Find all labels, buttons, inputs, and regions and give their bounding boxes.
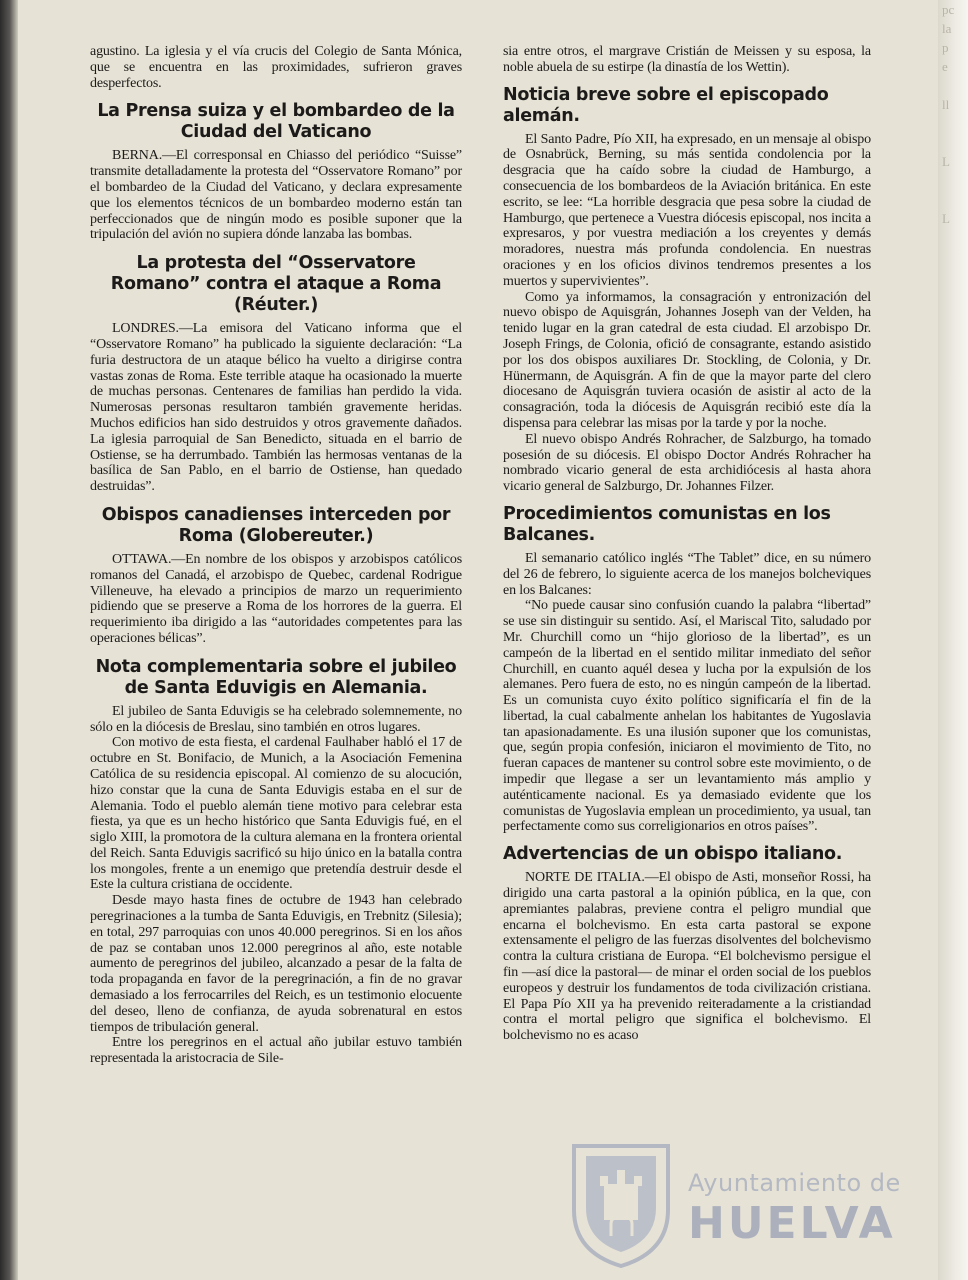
continued-text: sia entre otros, el margrave Cristián de Meissen y su esposa, la noble abuela de su estirpe (la dinastía de los Wettin). bbox=[503, 44, 871, 75]
article-paragraph: El nuevo obispo Andrés Rohracher, de Salzburgo, ha tomado posesión de su diócesis. El obispo Doctor Andrés Rohracher ha nombrado vicario general de esta archidiócesis al hasta ahora vicario general de Salzburgo, Dr. Johannes Filzer. bbox=[503, 431, 871, 495]
article-paragraph: “No puede causar sino confusión cuando la palabra “libertad” se use sin distinguir su sentido. Así, el Mariscal Tito, saludado por Mr. Churchill como un “hijo glorioso de la libertad”, es un campeón de la libertad en el sentido militar inmediato del señor Churchill, en cuanto aquél desea y lucha por la expulsión de los alemanes. Pero fuera de esto, no es ningún campeón de la libertad. Es un comunista cuyo éxito político significaría el fin de la libertad, la cual cabalmente anhelan los habitantes de Yugoslavia tan apasionadamente. Es una ilusión suponer que los comunistas, que, según propia confesión, iniciaron el movimiento de Tito, no fueran capaces de mantener su control sobre este movimiento, o de impedir que llegase a ser un levantamiento más amplio y auténticamente nacional. Es ya demasiado evidente que los comunistas de Yugoslavia emplean un procedimiento, ya usual, tan perfectamente como sus correligionarios en otros países”. bbox=[503, 598, 871, 835]
article-paragraph: Como ya informamos, la consagración y entronización del nuevo obispo de Aquisgrán, Johannes Joseph van der Velden, ha tenido lugar en la gran catedral de esta ciudad. El arzobispo Dr. Joseph Frings, de Colonia, ofició de consagrante, estando asistido por los dos obispos auxiliares Dr. Stockling, de Colonia, y Dr. Hünermann, de Aquisgrán. A fin de que la mayor parte del clero diocesano de Aquisgrán tuviera ocasión de asistir al acto de la consagración, toda la diócesis de Aquisgrán recibió este día la dispensa para celebrar las misas por la tarde y por la noche. bbox=[503, 289, 871, 431]
facing-page-edge: pc la p e ll L L bbox=[938, 0, 968, 1280]
article-paragraph: Con motivo de esta fiesta, el cardenal Faulhaber habló el 17 de octubre en St. Bonifacio, de Munich, a la Asociación Femenina Católica de su residencia episcopal. Al comienzo de su alocución, hizo constar que la cuna de Santa Eduvigis estaba en el sur de Alemania. Todo el pueblo alemán tiene motivo para celebrar esta fiesta, ya que es un hecho histórico que Santa Eduvigis fué, en el siglo XIII, la promotora de la cultura alemana en la frontera oriental del Reich. Santa Eduvigis sacrificó su hijo único en la batalla contra los mongoles, frente a un enemigo que pretendía destruir desde el Este la cultura cristiana de occidente. bbox=[90, 735, 462, 893]
article-paragraph: NORTE DE ITALIA.—El obispo de Asti, monseñor Rossi, ha dirigido una carta pastoral a la opinión pública, en la que, con apremiantes palabras, previene contra el peligro mundial que encarna el bolchevismo. En esta carta pastoral se expone extensamente el peligro de las fuerzas disolventes del bolchevismo contra la cultura cristiana de Europa. “El bolchevismo persigue el fin —así dice la pastoral— de minar el orden social de los pueblos europeos y destruir los fundamentos de toda civilización cristiana. El Papa Pío XII ya ha prevenido reiteradamente a la cristiandad contra el mortal peligro que significa el bolchevismo. El bolchevismo no es acaso bbox=[503, 870, 871, 1044]
headline-italian-bishop: Advertencias de un obispo italiano. bbox=[503, 844, 843, 865]
headline-osservatore-protest: La protesta del “Osservatore Romano” contra el ataque a Roma (Réuter.) bbox=[110, 253, 442, 316]
headline-canadian-bishops: Obispos canadienses interceden por Roma (Globereuter.) bbox=[101, 504, 451, 546]
article-paragraph: LONDRES.—La emisora del Vaticano informa que el “Osservatore Romano” ha publicado la siguiente declaración: “La furia destructora de un ataque bélico ha vuelto a dirigirse contra vastas zonas de Roma. Este terrible ataque ha ocasionado la muerte de muchas personas. Centenares de familias han perdido la vida. Numerosas personas resultaron también gravemente heridas. Muchos edificios han sido destruidos y otros gravemente dañados. La iglesia parroquial de San Benedicto, situada en el barrio de Ostiense, se ha derrumbado. También las hermosas ventanas de la basílica de San Pablo, en el barrio de Ostiense, han quedado destruidas”. bbox=[90, 321, 462, 495]
left-column bbox=[90, 44, 462, 1067]
article-paragraph: Entre los peregrinos en el actual año jubilar estuvo también representada la aristocracia de Sile- bbox=[90, 1035, 462, 1067]
continued-text: agustino. La iglesia y el vía crucis del Colegio de Santa Mónica, que se encuentra en las proximidades, sufrieron graves desperfectos. bbox=[90, 44, 462, 91]
headline-swiss-press: La Prensa suiza y el bombardeo de la Ciudad del Vaticano bbox=[97, 101, 455, 143]
watermark-line-2: HUELVA bbox=[688, 1198, 896, 1249]
archive-watermark bbox=[566, 1140, 901, 1270]
headline-communist-balkans: Procedimientos comunistas en los Balcanes. bbox=[503, 503, 831, 545]
article-paragraph: El jubileo de Santa Eduvigis se ha celebrado solemnemente, no sólo en la diócesis de Breslau, sino también en otros lugares. bbox=[90, 703, 462, 735]
headline-santa-eduvigis: Nota complementaria sobre el jubileo de Santa Eduvigis en Alemania. bbox=[95, 656, 457, 698]
article-paragraph: OTTAWA.—En nombre de los obispos y arzobispos católicos romanos del Canadá, el arzobispo de Quebec, cardenal Rodrigue Villeneuve, ha elevado a principios de marzo un requerimiento pidiendo que se preserve a Roma de los horrores de la guerra. El requerimiento iba dirigido a las “autoridades competentes para las operaciones bélicas”. bbox=[90, 551, 462, 646]
page-gutter-shadow bbox=[0, 0, 18, 1280]
article-paragraph: El Santo Padre, Pío XII, ha expresado, en un mensaje al obispo de Osnabrück, Berning, su más sentida condolencia por la desgracia que ha caído sobre la ciudad de Hamburgo, a consecuencia de los bombardeos de la Aviación británica. En este escrito, se lee: “La horrible desgracia que pesa sobre la ciudad de Hamburgo, que pertenece a Vuestra diócesis episcopal, nos incita a expresaros, y por vuestra mediación a los creyentes y demás moradores, nuestra más profunda condolencia. En nuestras oraciones y en los oficios divinos tendremos presentes a los muertos y supervivientes”. bbox=[503, 131, 871, 289]
article-paragraph: El semanario católico inglés “The Tablet” dice, en su número del 26 de febrero, lo siguiente acerca de los manejos bolcheviques en los Balcanes: bbox=[503, 550, 871, 598]
article-paragraph: Desde mayo hasta fines de octubre de 1943 han celebrado peregrinaciones a la tumba de Santa Eduvigis, en Trebnitz (Silesia); en total, 297 parroquias con unos 40.000 peregrinos. Si en los años de paz se contaban unos 12.000 peregrinos al año, este notable aumento de peregrinos del jubileo, alcanzado a pesar de la falta de toda propaganda en favor de la peregrinación, a fin de no gravar demasiado a los ferrocarriles del Reich, es un testimonio elocuente del deseo, lleno de confianza, de ayuda sobrenatural en estos tiempos de tribulación general. bbox=[90, 893, 462, 1035]
article-paragraph: BERNA.—El corresponsal en Chiasso del periódico “Suisse” transmite detalladamente la protesta del “Osservatore Romano” por el bombardeo de la Ciudad del Vaticano, y declara expresamente que los elementos técnicos de un bombardeo moderno están tan perfeccionados que de ningún modo es posible suponer que la tripulación del avión no supiera dónde lanzaba las bombas. bbox=[90, 148, 462, 243]
headline-german-episcopate: Noticia breve sobre el episcopado alemán. bbox=[503, 84, 829, 126]
city-seal-icon bbox=[566, 1140, 676, 1270]
watermark-line-1: Ayuntamiento de bbox=[688, 1169, 901, 1197]
right-column bbox=[503, 44, 871, 1044]
